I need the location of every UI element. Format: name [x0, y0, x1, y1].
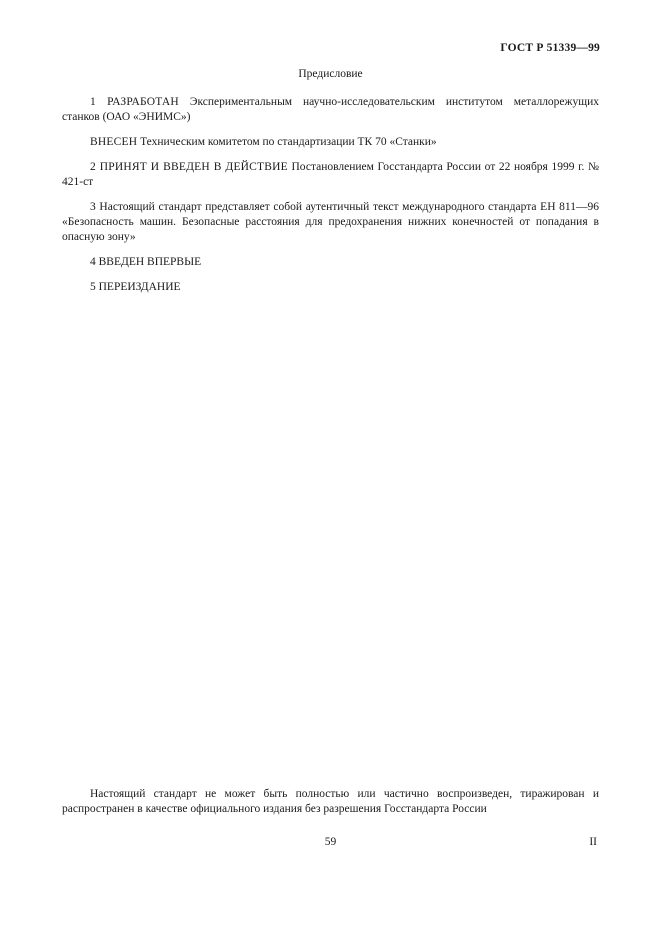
- paragraph-introduced-by-lead: ВНЕСЕН: [90, 136, 138, 148]
- copyright-notice: Настоящий стандарт не может быть полностью или частично воспроизведен, тиражирован и распространен в качестве официального издания без разрешения Госстандарта России: [62, 788, 599, 815]
- paragraph-introduced-by: [62, 135, 599, 150]
- page-letter: II: [589, 836, 597, 848]
- paragraph-developed-text: Экспериментальным научно-исследовательским институтом металлорежущих станков (ОАО «ЭНИМС»): [62, 96, 599, 123]
- paragraph-reissue: 5 ПЕРЕИЗДАНИЕ: [90, 281, 181, 293]
- preface-content: [62, 95, 599, 305]
- page-number: 59: [324, 836, 337, 848]
- paragraph-adopted-text: Постановлением Госстандарта России от 22 ноября 1999 г. № 421-ст: [62, 161, 599, 188]
- paragraph-authentic-text: 3 Настоящий стандарт представляет собой аутентичный текст международного стандарта ЕН 811—96 «Безопасность машин. Безопасные расстояния для предохранения нижних конечностей от попадания в опасную зону»: [62, 201, 599, 243]
- paragraph-first-introduced: 4 ВВЕДЕН ВПЕРВЫЕ: [90, 256, 202, 268]
- paragraph-developed: [62, 95, 599, 125]
- standard-code: ГОСТ Р 51339—99: [500, 42, 600, 54]
- paragraph-adopted: [62, 160, 599, 190]
- paragraph-introduced-by-text: Техническим комитетом по стандартизации ТК 70 «Станки»: [137, 136, 437, 148]
- paragraph-developed-lead: 1 РАЗРАБОТАН: [90, 96, 179, 108]
- paragraph-adopted-lead: 2 ПРИНЯТ И ВВЕДЕН В ДЕЙСТВИЕ: [90, 161, 288, 173]
- preface-title: Предисловие: [298, 68, 363, 80]
